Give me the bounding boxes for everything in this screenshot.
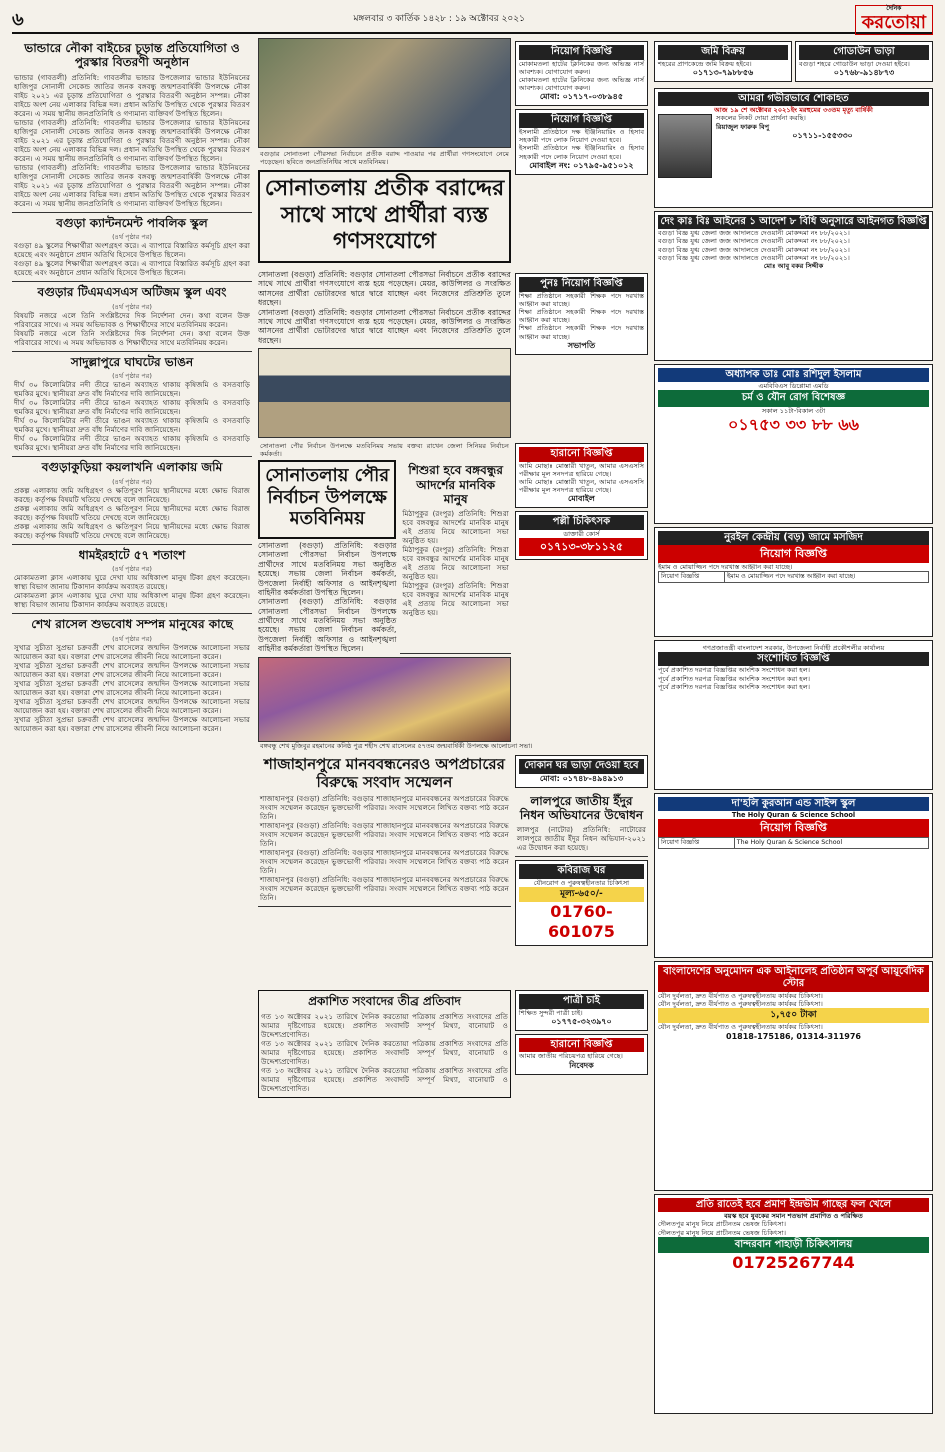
date-line: মঙ্গলবার ৩ কার্তিক ১৪২৮ : ১৯ অক্টোবর ২০২১ — [353, 14, 525, 25]
ad-bottom-herbal: প্রতি রাতেই হবে প্রমাণ ইন্দ্রভীম গাছের ফল খেলে বয়স্ক হবে যুবকের সমান শতভাগ প্রমাণিত ও পরিক্ষিত দৌলতপুর মানুষ নিয়ে প্রাচীনতম ভেষজ চিকিৎসা। দৌলতপুর মানুষ নিয়ে প্রাচীনতম ভেষজ চিকিৎসা। বান্দরবান পাহাড়ী চিকিৎসালয় 01725267744 — [654, 1194, 933, 1414]
masthead — [12, 4, 933, 34]
vacancy-table: নিয়োগ বিজ্ঞপ্তি The Holy Quran & Science School — [658, 837, 929, 849]
photo-caption: বঙ্গবন্ধু শেখ মুজিবুর রহমানের কনিষ্ঠ পুত্র শহীদ শেখ রাসেলের ৫৭তম জন্মবার্ষিকী উপলক্ষে আলোচনা সভা। — [260, 742, 533, 750]
ad-land-sale: জমি বিক্রয় শহরের প্রাণকেন্দ্রে জমি বিক্রয় হইবে। ০১৭১৩-৭৯৮৮৫৬ — [654, 41, 792, 82]
vacancy-table: নিয়োগ বিজ্ঞপ্তি ইমাম ও মোয়াজ্জিন পদে দরখাস্ত আহ্বান করা যাচ্ছে। — [658, 571, 929, 583]
photo-caption: সোনাতলা পৌর নির্বাচন উপলক্ষে মতবিনিময় সভায় বক্তব্য রাখেন জেলা সিনিয়র নির্বাচন কর্মকর্তা। — [260, 442, 509, 459]
ad-kobiraj: কবিরাজ ঘর যৌনরোগ ও পুরুষত্বহীনতার চিকিৎসা মূল্য-৬৫০/- 01760-601075 — [515, 860, 648, 946]
story-river-erosion: সাদুল্লাপুরে ঘাঘটের ভাঙন (৪র্থ পৃষ্ঠার পর) দীর্ঘ ৩০ কিলোমিটার নদী তীরে ভাঙন অব্যাহত থাকায় কৃষিজমি ও বসতবাড়ি হুমকির মুখে। স্থানীয়রা দ্রুত বাঁধ নির্মাণের দাবি জানিয়েছেন। দীর্ঘ ৩০ কিলোমিটার নদী তীরে ভাঙন অব্যাহত থাকায় কৃষিজমি ও বসতবাড়ি হুমকির মুখে। স্থানীয়রা দ্রুত বাঁধ নির্মাণের দাবি জানিয়েছেন। দীর্ঘ ৩০ কিলোমিটার নদী তীরে ভাঙন অব্যাহত থাকায় কৃষিজমি ও বসতবাড়ি হুমকির মুখে। স্থানীয়রা দ্রুত বাঁধ নির্মাণের দাবি জানিয়েছেন। দীর্ঘ ৩০ কিলোমিটার নদী তীরে ভাঙন অব্যাহত থাকায় কৃষিজমি ও বসতবাড়ি হুমকির মুখে। স্থানীয়রা দ্রুত বাঁধ নির্মাণের দাবি জানিয়েছেন। — [12, 352, 252, 458]
story-body: ভান্ডার (গাবতলী) প্রতিনিধি: গাবতলীর ভান্ডার উপজেলার ভান্ডার ইউনিয়নের হাজিপুর সোনালী সেকেন্ড জাতির জনক বঙ্গবন্ধু জন্মশতবার্ষিকী উপলক্ষে নৌকা বাইচ ২০২১ এর চূড়ান্ত প্রতিযোগিতা ও পুরস্কার বিতরণী অনুষ্ঠান সম্পন্ন। নৌকা বাইচে অংশ নেয় এলাকার বিভিন্ন দল। প্রধান অতিথি উপস্থিত থেকে পুরস্কার বিতরণ করেন। এ সময় স্থানীয় জনপ্রতিনিধি ও গণ্যমান্য ব্যক্তিবর্গ উপস্থিত ছিলেন। — [14, 72, 250, 118]
ad-lost-2: হারানো বিজ্ঞপ্তি আমার জাতীয় পরিচয়পত্র হারিয়ে গেছে। নিবেদক — [515, 1034, 648, 1075]
story-title: ধামইরহাটে ৫৭ শতাংশ — [78, 547, 186, 562]
ad-phone: ০১৭১৩-৩৮১১২৫ — [519, 538, 644, 556]
story-children: শিশুরা হবে বঙ্গবন্ধুর আদর্শের মানবিক মানুষ মিঠাপুকুর (রংপুর) প্রতিনিধি: শিশুরা হবে বঙ্গবন্ধুর আদর্শের মানবিক মানুষ এই প্রত্যয় নিয়ে আলোচনা সভা অনুষ্ঠিত হয়। মিঠাপুকুর (রংপুর) প্রতিনিধি: শিশুরা হবে বঙ্গবন্ধুর আদর্শের মানবিক মানুষ এই প্রত্যয় নিয়ে আলোচনা সভা অনুষ্ঠিত হয়। মিঠাপুকুর (রংপুর) প্রতিনিধি: শিশুরা হবে বঙ্গবন্ধুর আদর্শের মানবিক মানুষ এই প্রত্যয় নিয়ে আলোচনা সভা অনুষ্ঠিত হয়। — [400, 460, 510, 653]
paper-logo: দৈনিক করতোয়া — [855, 5, 933, 36]
story-title: সাদুল্লাপুরে ঘাঘটের ভাঙন — [70, 354, 194, 369]
story-title: বগুড়াকুড়িয়া কয়লাখনি এলাকায় জমি — [41, 460, 223, 475]
story-body: দীর্ঘ ৩০ কিলোমিটার নদী তীরে ভাঙন অব্যাহত থাকায় কৃষিজমি ও বসতবাড়ি হুমকির মুখে। স্থানীয়রা দ্রুত বাঁধ নির্মাণের দাবি জানিয়েছেন। — [14, 380, 250, 399]
ad-court-notice: দেং কাঃ বিঃ আইনের ১ আদেশ ৮ বিধি অনুসারে আইনগত বিজ্ঞপ্তি বগুড়া বিজ্ঞ যুগ্ম জেলা জজ আদালতে দেওয়ানী মোকদ্দমা নং ৮৮/২০২১। বগুড়া বিজ্ঞ যুগ্ম জেলা জজ আদালতে দেওয়ানী মোকদ্দমা নং ৮৮/২০২১। বগুড়া বিজ্ঞ যুগ্ম জেলা জজ আদালতে দেওয়ানী মোকদ্দমা নং ৮৮/২০২১। বগুড়া বিজ্ঞ যুগ্ম জেলা জজ আদালতে দেওয়ানী মোকদ্দমা নং ৮৮/২০২১। মোঃ আবু বকর সিদ্দীক — [654, 211, 933, 361]
story-body: মোকামতলা ক্লাস এলাকায় ঘুরে দেখা যায় অধিকাংশ মানুষ টিকা গ্রহণ করেছেন। স্বাস্থ্য বিভাগ জানায় টিকাদান কার্যক্রম অব্যাহত রয়েছে। — [14, 573, 250, 592]
photo-caption: বগুড়ার সোনাতলা পৌরসভা নির্বাচনে প্রতীক বরাদ্দ পাওয়ার পর প্রার্থীরা গণসংযোগে নেমে পড়েছেন। ছবিতে জনপ্রতিনিধির সাথে মতবিনিময়। — [260, 150, 509, 167]
story-boat-race: ভান্ডারে নৌকা বাইচের চূড়ান্ত প্রতিযোগিতা ও পুরস্কার বিতরণী অনুষ্ঠান ভান্ডার (গাবতলী) প্রতিনিধি: গাবতলীর ভান্ডার উপজেলার ভান্ডার ইউনিয়নের হাজিপুর সোনালী সেকেন্ড জাতির জনক বঙ্গবন্ধু জন্মশতবার্ষিকী উপলক্ষে নৌকা বাইচ ২০২১ এর চূড়ান্ত প্রতিযোগিতা ও পুরস্কার বিতরণী অনুষ্ঠান সম্পন্ন। নৌকা বাইচে অংশ নেয় এলাকার বিভিন্ন দল। প্রধান অতিথি উপস্থিত থেকে পুরস্কার বিতরণ করেন। এ সময় স্থানীয় জনপ্রতিনিধি ও গণ্যমান্য ব্যক্তিবর্গ উপস্থিত ছিলেন। ভান্ডার (গাবতলী) প্রতিনিধি: গাবতলীর ভান্ডার উপজেলার ভান্ডার ইউনিয়নের হাজিপুর সোনালী সেকেন্ড জাতির জনক বঙ্গবন্ধু জন্মশতবার্ষিকী উপলক্ষে নৌকা বাইচ ২০২১ এর চূড়ান্ত প্রতিযোগিতা ও পুরস্কার বিতরণী অনুষ্ঠান সম্পন্ন। নৌকা বাইচে অংশ নেয় এলাকার বিভিন্ন দল। প্রধান অতিথি উপস্থিত থেকে পুরস্কার বিতরণ করেন। এ সময় স্থানীয় জনপ্রতিনিধি ও গণ্যমান্য ব্যক্তিবর্গ উপস্থিত ছিলেন। ভান্ডার (গাবতলী) প্রতিনিধি: গাবতলীর ভান্ডার উপজেলার ভান্ডার ইউনিয়নের হাজিপুর সোনালী সেকেন্ড জাতির জনক বঙ্গবন্ধু জন্মশতবার্ষিকী উপলক্ষে নৌকা বাইচ ২০২১ এর চূড়ান্ত প্রতিযোগিতা ও পুরস্কার বিতরণী অনুষ্ঠান সম্পন্ন। নৌকা বাইচে অংশ নেয় এলাকার বিভিন্ন দল। প্রধান অতিথি উপস্থিত থেকে পুরস্কার বিতরণ করেন। এ সময় স্থানীয় জনপ্রতিনিধি ও গণ্যমান্য ব্যক্তিবর্গ উপস্থিত ছিলেন। — [12, 38, 252, 213]
right-column — [654, 38, 933, 1444]
story-title: ভান্ডারে নৌকা বাইচের চূড়ান্ত প্রতিযোগিতা ও পুরস্কার বিতরণী অনুষ্ঠান — [24, 41, 240, 70]
story-autism-school: বগুড়ার টিএমএসএস অটিজম স্কুল এবং (৪র্থ পৃষ্ঠার পর) বিষয়টি নজরে এলে তিনি সংশ্লিষ্টদের দিক নির্দেশনা দেন। কথা বলেন উক্ত পরিবারের সাথে। এ সময় অভিভাবক ও শিক্ষার্থীদের সাথে মতবিনিময় করেন। বিষয়টি নজরে এলে তিনি সংশ্লিষ্টদের দিক নির্দেশনা দেন। কথা বলেন উক্ত পরিবারের সাথে। এ সময় অভিভাবক ও শিক্ষার্থীদের সাথে মতবিনিময় করেন। — [12, 282, 252, 352]
ad-school: দা'হলি কুরআন এন্ড সাইন্স স্কুল The Holy Quran & Science School নিয়োগ বিজ্ঞপ্তি নিয়োগ বিজ্ঞপ্তি The Holy Quran & Science School — [654, 793, 933, 958]
story-body: প্রকল্প এলাকায় জমি অধিগ্রহণ ও ক্ষতিপূরণ নিয়ে স্থানীয়দের মধ্যে ক্ষোভ বিরাজ করছে। কর্তৃপক্ষ বিষয়টি খতিয়ে দেখছে বলে জানিয়েছে। — [14, 485, 250, 504]
story-protest: প্রকাশিত সংবাদের তীব্র প্রতিবাদ গত ১৩ অক্টোবর ২০২১ তারিখে দৈনিক করতোয়া পত্রিকায় প্রকাশিত সংবাদের প্রতি আমার দৃষ্টিগোচর হয়েছে। প্রকাশিত সংবাদটি সম্পূর্ণ মিথ্যা, বানোয়াট ও উদ্দেশ্যপ্রণোদিত। গত ১৩ অক্টোবর ২০২১ তারিখে দৈনিক করতোয়া পত্রিকায় প্রকাশিত সংবাদের প্রতি আমার দৃষ্টিগোচর হয়েছে। প্রকাশিত সংবাদটি সম্পূর্ণ মিথ্যা, বানোয়াট ও উদ্দেশ্যপ্রণোদিত। গত ১৩ অক্টোবর ২০২১ তারিখে দৈনিক করতোয়া পত্রিকায় প্রকাশিত সংবাদের প্রতি আমার দৃষ্টিগোচর হয়েছে। প্রকাশিত সংবাদটি সম্পূর্ণ মিথ্যা, বানোয়াট ও উদ্দেশ্যপ্রণোদিত। — [258, 990, 511, 1097]
headline-exchange-meeting — [258, 460, 396, 539]
ad-lost-1: হারানো বিজ্ঞপ্তি আমি মোছাঃ মোস্তারী খাতুন, আমার এসএসসি পরীক্ষার মূল সনদপত্র হারিয়ে গেছে। আমি মোছাঃ মোস্তারী খাতুন, আমার এসএসসি পরীক্ষার মূল সনদপত্র হারিয়ে গেছে। মোবাইল — [515, 443, 648, 508]
ad-bride-wanted: পাত্রী চাই শিক্ষিত সুন্দরী পাত্রী চাই। ০১৭৭৫-৩২৩৯৭০ — [515, 990, 648, 1031]
left-column — [12, 38, 252, 1444]
event-photo — [258, 657, 511, 742]
story-title: বগুড়া ক্যান্টনমেন্ট পাবলিক স্কুল — [56, 215, 208, 230]
ad-godown-rent: গোডাউন ভাড়া বগুড়া শহরে গোডাউন ভাড়া দেওয়া হইবে। ০১৭৬৮-৯১৪৮৭৩ — [795, 41, 933, 82]
headline-symbol-allocation — [258, 170, 511, 263]
ad-doctor: পল্লী চিকিৎসক ডাক্তারী কোর্স ০১৭১৩-৩৮১১২৫ — [515, 511, 648, 559]
story-title: শেখ রাসেল শুভবোধ সম্পন্ন মানুষের কাছে — [31, 617, 233, 632]
story-dhamoirhat: ধামইরহাটে ৫৭ শতাংশ (৪র্থ পৃষ্ঠার পর) মোকামতলা ক্লাস এলাকায় ঘুরে দেখা যায় অধিকাংশ মানুষ টিকা গ্রহণ করেছেন। স্বাস্থ্য বিভাগ জানায় টিকাদান কার্যক্রম অব্যাহত রয়েছে। মোকামতলা ক্লাস এলাকায় ঘুরে দেখা যায় অধিকাংশ মানুষ টিকা গ্রহণ করেছেন। স্বাস্থ্য বিভাগ জানায় টিকাদান কার্যক্রম অব্যাহত রয়েছে। — [12, 545, 252, 615]
story-sheikh-russel: শেখ রাসেল শুভবোধ সম্পন্ন মানুষের কাছে (৪র্থ পৃষ্ঠার পর) সুখাত্র সুচীতা সুপ্রভা চক্রবর্তী শেখ রাসেলের জন্মদিন উপলক্ষে আলোচনা সভার আয়োজন করা হয়। বক্তারা শেখ রাসেলের জীবনী নিয়ে আলোচনা করেন। সুখাত্র সুচীতা সুপ্রভা চক্রবর্তী শেখ রাসেলের জন্মদিন উপলক্ষে আলোচনা সভার আয়োজন করা হয়। বক্তারা শেখ রাসেলের জীবনী নিয়ে আলোচনা করেন। সুখাত্র সুচীতা সুপ্রভা চক্রবর্তী শেখ রাসেলের জন্মদিন উপলক্ষে আলোচনা সভার আয়োজন করা হয়। বক্তারা শেখ রাসেলের জীবনী নিয়ে আলোচনা করেন। সুখাত্র সুচীতা সুপ্রভা চক্রবর্তী শেখ রাসেলের জন্মদিন উপলক্ষে আলোচনা সভার আয়োজন করা হয়। বক্তারা শেখ রাসেলের জীবনী নিয়ে আলোচনা করেন। সুখাত্র সুচীতা সুপ্রভা চক্রবর্তী শেখ রাসেলের জন্মদিন উপলক্ষে আলোচনা সভার আয়োজন করা হয়। বক্তারা শেখ রাসেলের জীবনী নিয়ে আলোচনা করেন। — [14, 617, 250, 733]
story-coal-mine: বগুড়াকুড়িয়া কয়লাখনি এলাকায় জমি (৪র্থ পৃষ্ঠার পর) প্রকল্প এলাকায় জমি অধিগ্রহণ ও ক্ষতিপূরণ নিয়ে স্থানীয়দের মধ্যে ক্ষোভ বিরাজ করছে। কর্তৃপক্ষ বিষয়টি খতিয়ে দেখছে বলে জানিয়েছে। প্রকল্প এলাকায় জমি অধিগ্রহণ ও ক্ষতিপূরণ নিয়ে স্থানীয়দের মধ্যে ক্ষোভ বিরাজ করছে। কর্তৃপক্ষ বিষয়টি খতিয়ে দেখছে বলে জানিয়েছে। প্রকল্প এলাকায় জমি অধিগ্রহণ ও ক্ষতিপূরণ নিয়ে স্থানীয়দের মধ্যে ক্ষোভ বিরাজ করছে। কর্তৃপক্ষ বিষয়টি খতিয়ে দেখছে বলে জানিয়েছে। — [12, 457, 252, 545]
ad-shop-rent: দোকান ঘর ভাড়া দেওয়া হবে মোবা: ০১৭৪৮-৪৯৪৯১৩ — [515, 755, 648, 788]
story-body: বিষয়টি নজরে এলে তিনি সংশ্লিষ্টদের দিক নির্দেশনা দেন। কথা বলেন উক্ত পরিবারের সাথে। এ সময় অভিভাবক ও শিক্ষার্থীদের সাথে মতবিনিময় করেন। — [14, 310, 250, 329]
page-number: ৬ — [12, 8, 24, 30]
ad-job-3: পুনঃ নিয়োগ বিজ্ঞপ্তি শিক্ষা প্রতিষ্ঠানে সহকারী শিক্ষক পদে দরখাস্ত আহ্বান করা যাচ্ছে। শিক্ষা প্রতিষ্ঠানে সহকারী শিক্ষক পদে দরখাস্ত আহ্বান করা যাচ্ছে। শিক্ষা প্রতিষ্ঠানে সহকারী শিক্ষক পদে দরখাস্ত আহ্বান করা যাচ্ছে। সভাপতি — [515, 273, 648, 355]
story-body: সুখাত্র সুচীতা সুপ্রভা চক্রবর্তী শেখ রাসেলের জন্মদিন উপলক্ষে আলোচনা সভার আয়োজন করা হয়। বক্তারা শেখ রাসেলের জীবনী নিয়ে আলোচনা করেন। — [14, 642, 250, 661]
story-title: বগুড়ার টিএমএসএস অটিজম স্কুল এবং — [37, 285, 227, 300]
headline: শাজাহানপুরে মানববন্ধনেরও অপপ্রচারের বিরুদ্ধে সংবাদ সম্মেলন — [263, 755, 505, 792]
story-rat-control: লালপুরে জাতীয় ইঁদুর নিধন অভিযানের উদ্বোধন লালপুর (নাটোর) প্রতিনিধি: নাটোরের লালপুরে জাতীয় ইঁদুর নিধন অভিযান-২০২১ এর উদ্বোধন করা হয়েছে। — [515, 791, 648, 858]
story-body: সোনাতলা (বগুড়া) প্রতিনিধি: বগুড়ার সোনাতলা পৌরসভা নির্বাচনে প্রতীক বরাদ্দের সাথে সাথে প্রার্থীরা গণসংযোগে ব্যস্ত হয়ে পড়েছেন। মেয়র, কাউন্সিলর ও সংরক্ষিত আসনের প্রার্থীরা ভোটারদের দ্বারে দ্বারে যাচ্ছেন এবং নিজেদের প্রতিশ্রুতি তুলে ধরছেন। — [258, 270, 511, 308]
ad-herbal: বাংলাদেশের অনুমোদন এক আইনালেহ প্রতিষ্ঠান অপূর্ব আয়ূর্বেদিক স্টোর যৌন দুর্বলতা, দ্রুত বীর্যপাত ও পুরুষত্বহীনতায় কার্যকর চিকিৎসা। যৌন দুর্বলতা, দ্রুত বীর্যপাত ও পুরুষত্বহীনতায় কার্যকর চিকিৎসা। ১,৭৫০ টাকা যৌন দুর্বলতা, দ্রুত বীর্যপাত ও পুরুষত্বহীনতায় কার্যকর চিকিৎসা। 01818-175186, 01314-311976 — [654, 961, 933, 1191]
ad-doctor-card: অধ্যাপক ডাঃ মোঃ রশিদুল ইসলাম এমবিবিএস ডিপ্লোমা এমডি চর্ম ও যৌন রোগ বিশেষজ্ঞ সকাল ১১টা-বিকাল ৩টা ০১৭৫৩ ৩৩ ৮৮ ৬৬ — [654, 364, 933, 524]
ad-phone: মোবা: ০১৭১৭-০৩৮৯৪৫ — [539, 92, 624, 102]
ad-job-1: নিয়োগ বিজ্ঞপ্তি মোকামতলা হাটের ক্লিনিকের জন্য অভিজ্ঞ নার্স আবশ্যক। যোগাযোগ করুন। মোকামতলা হাটের ক্লিনিকের জন্য অভিজ্ঞ নার্স আবশ্যক। যোগাযোগ করুন। মোবা: ০১৭১৭-০৩৮৯৪৫ — [515, 41, 648, 106]
crowd-photo — [258, 38, 511, 148]
ad-job-2: নিয়োগ বিজ্ঞপ্তি ইসলামী প্রতিষ্ঠানে দক্ষ ইঞ্জিনিয়ারিং ও হিসাব সহকারী পদে লোক নিয়োগ দেওয়া হবে। ইসলামী প্রতিষ্ঠানে দক্ষ ইঞ্জিনিয়ারিং ও হিসাব সহকারী পদে লোক নিয়োগ দেওয়া হবে। মোবাইল নং: ০১৭৯৫-৯৫১০১২ — [515, 109, 648, 174]
center-column: বগুড়ার সোনাতলা পৌরসভা নির্বাচনে প্রতীক বরাদ্দ পাওয়ার পর প্রার্থীরা গণসংযোগে নেমে পড়েছেন। ছবিতে জনপ্রতিনিধির সাথে মতবিনিময়। সোনাতলায় প্রতীক বরাদ্দের সাথে সাথে প্রার্থীরা ব্যস্ত গণসংযোগে নিয়োগ বিজ্ঞপ্তি মোকামতলা হাটের ক্লিনিকের জন্য অভিজ্ঞ নার্স আবশ্যক। যোগাযোগ করুন। মোকামতলা হাটের ক্লিনিকের জন্য অভিজ্ঞ নার্স আবশ্যক। যোগাযোগ করুন। মোবা: ০১৭১৭-০৩৮৯৪৫ নিয়োগ বিজ্ঞপ্তি ইসলামী প্রতিষ্ঠানে দক্ষ ইঞ্জিনিয়ারিং ও হিসাব সহকারী পদে লোক নিয়োগ দেওয়া হবে। ইসলামী প্রতিষ্ঠানে দক্ষ ইঞ্জিনিয়ারিং ও হিসাব সহকারী পদে লোক নিয়োগ দেওয়া হবে। মোবাইল নং: ০১৭৯৫-৯৫১০১২ সোনাতলা (বগুড়া) প্রতিনিধি: বগুড়ার সোনাতলা পৌরসভা নির্বাচনে প্রতীক বরাদ্দের সাথে সাথে প্রার্থীরা গণসংযোগে ব্যস্ত হয়ে পড়েছেন। মেয়র, কাউন্সিলর ও সংরক্ষিত আসনের প্রার্থীরা ভোটারদের দ্বারে দ্বারে যাচ্ছেন এবং নিজেদের প্রতিশ্রুতি তুলে ধরছেন। সোনাতলা (বগুড়া) প্রতিনিধি: বগুড়ার সোনাতলা পৌরসভা নির্বাচনে প্রতীক বরাদ্দের সাথে সাথে প্রার্থীরা গণসংযোগে ব্যস্ত হয়ে পড়েছেন। মেয়র, কাউন্সিলর ও সংরক্ষিত আসনের প্রার্থীরা ভোটারদের দ্বারে দ্বারে যাচ্ছেন এবং নিজেদের প্রতিশ্রুতি তুলে ধরছেন। পুনঃ নিয়োগ বিজ্ঞপ্তি শিক্ষা প্রতিষ্ঠানে সহকারী শিক্ষক পদে দরখাস্ত আহ্বান করা যাচ্ছে। শিক্ষা প্রতিষ্ঠানে সহকারী শিক্ষক পদে দরখাস্ত আহ্বান করা যাচ্ছে। শিক্ষা প্রতিষ্ঠানে সহকারী শিক্ষক পদে দরখাস্ত আহ্বান করা যাচ্ছে। সভাপতি সোনাতলা পৌর নির্বাচন উপলক্ষে মতবিনিময় সভায় বক্তব্য রাখেন জেলা সিনিয়র নির্বাচন কর্মকর্তা। সোনাতলায় পৌর নির্বাচন উপলক্ষে মতবিনিময় সোনাতলা (বগুড়া) প্রতিনিধি: বগুড়ার সোনাতলা পৌরসভা নির্বাচন উপলক্ষে প্রার্থীদের সাথে মতবিনিময় সভা অনুষ্ঠিত হয়েছে। সভায় জেলা নির্বাচন কর্মকর্তা, উপজেলা নির্বাহী অফিসার ও আইনশৃঙ্খলা বাহিনীর কর্মকর্তারা উপস্থিত ছিলেন। সোনাতলা (বগুড়া) প্রতিনিধি: বগুড়ার সোনাতলা পৌরসভা নির্বাচন উপলক্ষে প্রার্থীদের সাথে মতবিনিময় সভা অনুষ্ঠিত হয়েছে। সভায় জেলা নির্বাচন কর্মকর্তা, উপজেলা নির্বাহী অফিসার ও আইনশৃঙ্খলা বাহিনীর কর্মকর্তারা উপস্থিত ছিলেন। শিশুরা হবে বঙ্গবন্ধুর আদর্শের মানবিক মানুষ মিঠাপুকুর (রংপুর) প্রতিনিধি: শিশুরা হবে বঙ্গবন্ধুর আদর্শের মানবিক মানুষ এই প্রত্যয় নিয়ে আলোচনা সভা অনুষ্ঠিত হয়। মিঠাপুকুর (রংপুর) প্রতিনিধি: শিশুরা হবে বঙ্গবন্ধুর আদর্শের মানবিক মানুষ এই প্রত্যয় নিয়ে আলোচনা সভা অনুষ্ঠিত হয়। মিঠাপুকুর (রংপুর) প্রতিনিধি: শিশুরা হবে বঙ্গবন্ধুর আদর্শের মানবিক মানুষ এই প্রত্যয় নিয়ে আলোচনা সভা অনুষ্ঠিত হয়। হারানো বিজ্ঞপ্তি আমি মোছাঃ মোস্তারী খাতুন, আমার এসএসসি পরীক্ষার মূল সনদপত্র হারিয়ে গেছে। আমি মোছাঃ মোস্তারী খাতুন, আমার এসএসসি পরীক্ষার মূল সনদপত্র হারিয়ে গেছে। মোবাইল পল্লী চিকিৎসক ডাক্তারী কোর্স ০১৭১৩-৩৮১১২৫ বঙ্গবন্ধু শেখ মুজিবুর রহমানের কনিষ্ঠ পুত্র শহীদ শেখ রাসেলের ৫৭তম জন্মবার্ষিকী উপলক্ষে আলোচনা সভা। শাজাহানপুরে মানববন্ধনেরও অপপ্রচারের বিরুদ্ধে সংবাদ সম্মেলন শাজাহানপুর (বগুড়া) প্রতিনিধি: বগুড়ার শাজাহানপুরে মানববন্ধনের অপপ্রচারের বিরুদ্ধে সংবাদ সম্মেলন করেছেন ভুক্তভোগী পরিবার। সংবাদ সম্মেলনে লিখিত বক্তব্য পাঠ করেন তিনি। শাজাহানপুর (বগুড়া) প্রতিনিধি: বগুড়ার শাজাহানপুরে মানববন্ধনের অপপ্রচারের বিরুদ্ধে সংবাদ সম্মেলন করেছেন ভুক্তভোগী পরিবার। সংবাদ সম্মেলনে লিখিত বক্তব্য পাঠ করেন তিনি। শাজাহানপুর (বগুড়া) প্রতিনিধি: বগুড়ার শাজাহানপুরে মানববন্ধনের অপপ্রচারের বিরুদ্ধে সংবাদ সম্মেলন করেছেন ভুক্তভোগী পরিবার। সংবাদ সম্মেলনে লিখিত বক্তব্য পাঠ করেন তিনি। শাজাহানপুর (বগুড়া) প্রতিনিধি: বগুড়ার শাজাহানপুরে মানববন্ধনের অপপ্রচারের বিরুদ্ধে সংবাদ সম্মেলন করেছেন ভুক্তভোগী পরিবার। সংবাদ সম্মেলনে লিখিত বক্তব্য পাঠ করেন তিনি। দোকান ঘর ভাড়া দেওয়া হবে মোবা: ০১৭৪৮-৪৯৪৯১৩ লালপুরে জাতীয় ইঁদুর নিধন অভিযানের উদ্বোধন লালপুর (নাটোর) প্রতিনিধি: নাটোরের লালপুরে জাতীয় ইঁদুর নিধন অভিযান-২০২১ এর উদ্বোধন করা হয়েছে। কবিরাজ ঘর যৌনরোগ ও পুরুষত্বহীনতার চিকিৎসা মূল্য-৬৫০/- 01760-601075 প্রকাশিত সংবাদের তীব্র প্রতিবাদ গত ১৩ অক্টোবর ২০২১ তারিখে দৈনিক করতোয়া পত্রিকায় প্রকাশিত সংবাদের প্রতি আমার দৃষ্টিগোচর হয়েছে। প্রকাশিত সংবাদটি সম্পূর্ণ মিথ্যা, বানোয়াট ও উদ্দেশ্যপ্রণোদিত। গত ১৩ অক্টোবর ২০২১ তারিখে দৈনিক করতোয়া পত্রিকায় প্রকাশিত সংবাদের প্রতি আমার দৃষ্টিগোচর হয়েছে। প্রকাশিত সংবাদটি সম্পূর্ণ মিথ্যা, বানোয়াট ও উদ্দেশ্যপ্রণোদিত। গত ১৩ অক্টোবর ২০২১ তারিখে দৈনিক করতোয়া পত্রিকায় প্রকাশিত সংবাদের প্রতি আমার দৃষ্টিগোচর হয়েছে। প্রকাশিত সংবাদটি সম্পূর্ণ মিথ্যা, বানোয়াট ও উদ্দেশ্যপ্রণোদিত। পাত্রী চাই শিক্ষিত সুন্দরী পাত্রী চাই। ০১৭৭৫-৩২৩৯৭০ হারানো বিজ্ঞপ্তি আমার জাতীয় পরিচয়পত্র হারিয়ে গেছে। নিবেদক — [258, 38, 648, 1444]
ad-mourning: আমরা গভীরভাবে শোকাহত আজ ১৯ শে অক্টোবর ২০২১ইং মরহুমের ৩৩তম মৃত্যু বার্ষিকী সকলের নিকট দোয়া প্রার্থনা করছি। রিয়াজুল ফারুক বিপু ০১৭১১-১৫৫৩৩০ — [654, 88, 933, 208]
ad-govt-notice: গণপ্রজাতন্ত্রী বাংলাদেশ সরকার, উপজেলা নির্বাহী প্রকৌশলীর কার্যালয় সংশোধিত বিজ্ঞপ্তি পূর্বে প্রকাশিত দরপত্র বিজ্ঞপ্তির আংশিক সংশোধন করা হল। পূর্বে প্রকাশিত দরপত্র বিজ্ঞপ্তির আংশিক সংশোধন করা হল। পূর্বে প্রকাশিত দরপত্র বিজ্ঞপ্তির আংশিক সংশোধন করা হল। — [654, 640, 933, 790]
story-cantonment: বগুড়া ক্যান্টনমেন্ট পাবলিক স্কুল (৪র্থ পৃষ্ঠার পর) বগুড়া ৪৯ স্কুলের শিক্ষার্থীরা অংশগ্রহণ করে। এ ব্যাপারে বিস্তারিত কর্মসূচি গ্রহণ করা হয়েছে এবং অনুষ্ঠানে প্রধান অতিথি হিসেবে উপস্থিত ছিলেন। বগুড়া ৪৯ স্কুলের শিক্ষার্থীরা অংশগ্রহণ করে। এ ব্যাপারে বিস্তারিত কর্মসূচি গ্রহণ করা হয়েছে এবং অনুষ্ঠানে প্রধান অতিথি হিসেবে উপস্থিত ছিলেন। — [12, 213, 252, 283]
continuation-note: (৪র্থ পৃষ্ঠার পর) — [112, 233, 152, 242]
meeting-photo — [258, 348, 511, 438]
portrait-photo — [658, 114, 712, 178]
headline: সোনাতলায় পৌর নির্বাচন উপলক্ষে মতবিনিময় — [265, 465, 390, 530]
ad-mosque: নুরইল কেন্দ্রীয় (বড়) জামে মসজিদ নিয়োগ বিজ্ঞপ্তি ইমাম ও মোয়াজ্জিন পদে দরখাস্ত আহ্বান করা যাচ্ছে। নিয়োগ বিজ্ঞপ্তি ইমাম ও মোয়াজ্জিন পদে দরখাস্ত আহ্বান করা যাচ্ছে। — [654, 527, 933, 637]
ad-title: নিয়োগ বিজ্ঞপ্তি — [519, 45, 644, 60]
headline-press-conference: শাজাহানপুরে মানববন্ধনেরও অপপ্রচারের বিরুদ্ধে সংবাদ সম্মেলন শাজাহানপুর (বগুড়া) প্রতিনিধি: বগুড়ার শাজাহানপুরে মানববন্ধনের অপপ্রচারের বিরুদ্ধে সংবাদ সম্মেলন করেছেন ভুক্তভোগী পরিবার। সংবাদ সম্মেলনে লিখিত বক্তব্য পাঠ করেন তিনি। শাজাহানপুর (বগুড়া) প্রতিনিধি: বগুড়ার শাজাহানপুরে মানববন্ধনের অপপ্রচারের বিরুদ্ধে সংবাদ সম্মেলন করেছেন ভুক্তভোগী পরিবার। সংবাদ সম্মেলনে লিখিত বক্তব্য পাঠ করেন তিনি। শাজাহানপুর (বগুড়া) প্রতিনিধি: বগুড়ার শাজাহানপুরে মানববন্ধনের অপপ্রচারের বিরুদ্ধে সংবাদ সম্মেলন করেছেন ভুক্তভোগী পরিবার। সংবাদ সম্মেলনে লিখিত বক্তব্য পাঠ করেন তিনি। শাজাহানপুর (বগুড়া) প্রতিনিধি: বগুড়ার শাজাহানপুরে মানববন্ধনের অপপ্রচারের বিরুদ্ধে সংবাদ সম্মেলন করেছেন ভুক্তভোগী পরিবার। সংবাদ সম্মেলনে লিখিত বক্তব্য পাঠ করেন তিনি। — [258, 752, 511, 907]
headline: সোনাতলায় প্রতীক বরাদ্দের সাথে সাথে প্রার্থীরা ব্যস্ত গণসংযোগে — [264, 175, 505, 255]
story-body: বগুড়া ৪৯ স্কুলের শিক্ষার্থীরা অংশগ্রহণ করে। এ ব্যাপারে বিস্তারিত কর্মসূচি গ্রহণ করা হয়েছে এবং অনুষ্ঠানে প্রধান অতিথি হিসেবে উপস্থিত ছিলেন। — [14, 241, 250, 260]
